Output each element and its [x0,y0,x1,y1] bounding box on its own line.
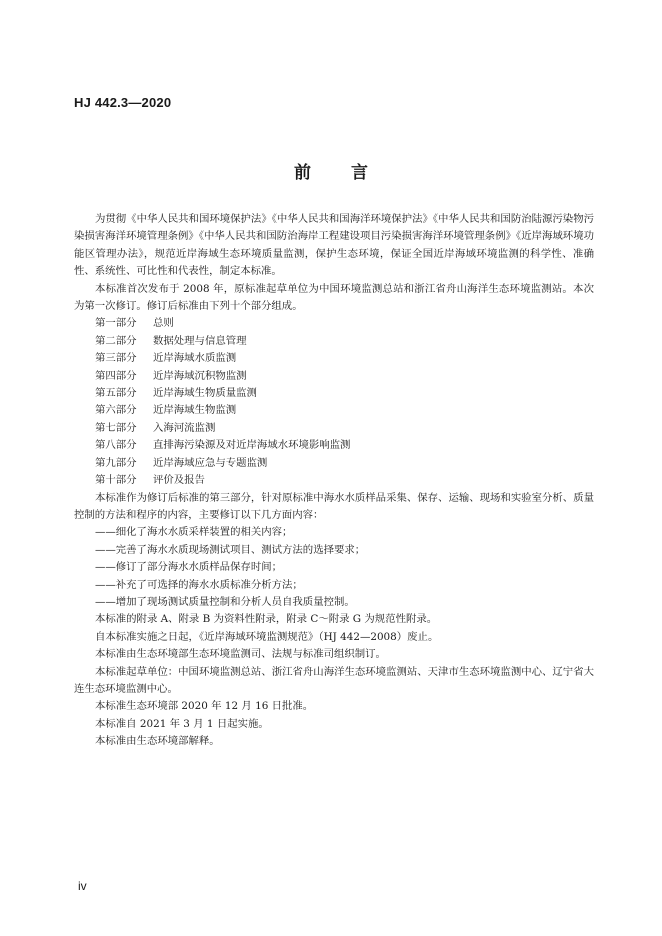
part-number: 第八部分 [95,439,137,452]
closing-paragraph: 本标准由生态环境部生态环境监测司、法规与标准司组织制订。 [95,648,386,661]
closing-paragraph: 自本标准实施之日起，《近岸海域环境监测规范》（HJ 442—2008）废止。 [95,630,439,643]
list-item [74,402,594,419]
list-item [74,315,594,332]
revision-item: ——修订了部分海水水质样品保存时间； [95,561,283,574]
closing-paragraph: 本标准起草单位：中国环境监测总站、浙江省舟山海洋生态环境监测站、天津市生态环境监测中心、辽宁省大连生态环境监测中心。 [74,665,594,695]
list-item [74,333,594,350]
part-name: 直排海污染源及对近岸海域水环境影响监测 [153,439,351,452]
part-number: 第一部分 [95,317,137,330]
revision-item: ——补充了可选择的海水水质标准分析方法； [95,578,303,591]
part-name: 近岸海域生物质量监测 [153,387,257,400]
closing-paragraph: 本标准自 2021 年 3 月 1 日起实施。 [95,717,269,730]
part-name: 近岸海域沉积物监测 [153,369,247,382]
list-item [74,420,594,437]
closing-paragraph: 本标准的附录 A、附录 B 为资料性附录，附录 C～附录 G 为规范性附录。 [95,613,438,626]
revision-item: ——增加了现场测试质量控制和分析人员自我质量控制。 [95,595,355,608]
part-name: 总则 [153,317,174,330]
part-name: 近岸海域水质监测 [153,352,237,365]
intro-paragraph: 本标准首次发布于 2008 年，原标准起草单位为中国环境监测总站和浙江省舟山海洋生态环境监测站。本次为第一次修订。修订后标准由下列十个部分组成。 [74,282,594,313]
page-number: iv [78,879,87,893]
list-item [74,437,594,454]
part-name: 入海河流监测 [153,421,216,434]
revision-intro: 本标准作为修订后标准的第三部分，针对原标准中海水水质样品采集、保存、运输、现场和实验室分析、质量控制的方法和程序的内容，主要修订以下几方面内容： [74,491,594,521]
list-item [74,455,594,472]
title-char-2: 言 [351,163,368,183]
parts-list [74,315,594,489]
part-number: 第六部分 [95,404,137,417]
part-number: 第九部分 [95,456,137,469]
closing-paragraph: 本标准生态环境部 2020 年 12 月 16 日批准。 [95,700,314,713]
list-item [74,350,594,367]
part-number: 第二部分 [95,334,137,347]
foreword-body [74,211,594,751]
part-number: 第十部分 [95,474,137,487]
part-number: 第五部分 [95,387,137,400]
standard-code: HJ 442.3—2020 [74,95,172,110]
page-title [0,158,662,183]
part-name: 数据处理与信息管理 [153,334,247,347]
closing-paragraph: 本标准由生态环境部解释。 [95,735,220,748]
revision-item: ——细化了海水水质采样装置的相关内容； [95,526,293,539]
part-name: 近岸海域生物监测 [153,404,237,417]
part-number: 第三部分 [95,352,137,365]
revision-item: ——完善了海水水质现场测试项目、测试方法的选择要求； [95,543,366,556]
part-name: 近岸海域应急与专题监测 [153,456,268,469]
part-number: 第七部分 [95,421,137,434]
list-item [74,385,594,402]
list-item [74,368,594,385]
list-item [74,472,594,489]
part-name: 评价及报告 [153,474,205,487]
part-number: 第四部分 [95,369,137,382]
intro-paragraph: 为贯彻《中华人民共和国环境保护法》《中华人民共和国海洋环境保护法》《中华人民共和国防治陆源污染物污染损害海洋环境管理条例》《中华人民共和国防治海岸工程建设项目污染损害海洋环境管理条例》《近岸海域环境功能区管理办法》，规范近岸海域生态环境质量监测，保护生态环境，保证全国近岸海域环境监测的科学性、准确性、系统性、可比性和代表性，制定本标准。 [74,213,594,278]
title-char-1: 前 [294,163,311,183]
